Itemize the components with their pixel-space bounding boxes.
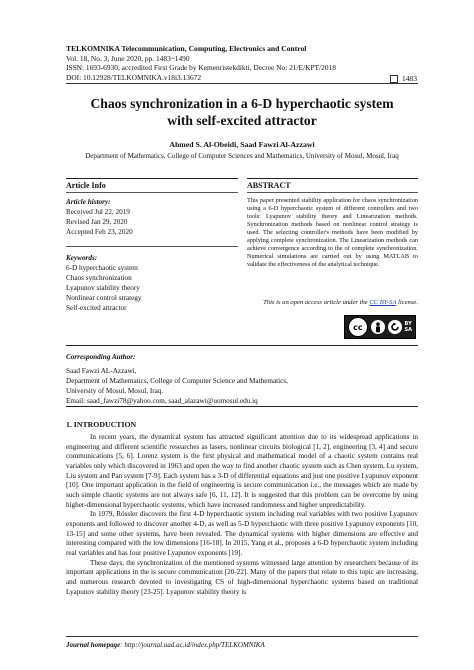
section-heading: 1. INTRODUCTION	[66, 420, 137, 429]
abstract-mid-rule	[247, 192, 418, 193]
footer-label: Journal homepage	[66, 641, 121, 649]
doi-info: DOI: 10.12928/TELKOMNIKA.v18i3.13672	[66, 72, 202, 82]
corresponding-line: University of Mosul, Mosul, Iraq.	[66, 387, 164, 395]
paragraph: These days, the synchronization of the mentioned systems witnessed large attention by researchers because of its important applications in the is secure communication [20-22]. Many of the papers that relate to this topic are increasing, and numerous research devoted to investigating CS of high-dimensional hyperchaotic systems based on traditional Lyapunov stability theory [23-25]. Lyapunov stability theory is	[66, 558, 418, 596]
history-item: Accepted Feb 23, 2020	[66, 228, 133, 236]
article-info-top-rule	[66, 178, 238, 179]
keyword-item: Chaos synchronization	[66, 274, 132, 282]
corresponding-label: Corresponding Author:	[66, 353, 136, 361]
title-line: with self-excited attractor	[167, 113, 317, 128]
abstract-text: This paper presented stability application for chaos synchronization using a 6-D hyperchaotic system of different controllers and two tools: Lyapunov stability theory and Linearization methods. Synchronization methods based on nonlinear control strategy is used. The selecting controller's methods have been modified by applying complete synchronization. The Linearization methods can achieve convergence according to the of complete synchronization. Numerical simulations are carried out by using MATLAB to validate the effectiveness of the analytical technique.	[247, 197, 418, 268]
page-box-icon	[390, 75, 398, 83]
article-info-mid-rule	[66, 192, 238, 193]
corresponding-line: Email: saad_fawzi78@yahoo.com, saad_alazawi@uomosul.edu.iq	[66, 397, 258, 405]
sa-label: SA	[404, 327, 413, 333]
title-line: Chaos synchronization in a 6-D hyperchaotic system	[90, 96, 394, 111]
license-link[interactable]: CC BY-SA	[369, 299, 397, 306]
page-number-block	[390, 74, 417, 83]
footer-rule	[66, 636, 418, 637]
corresponding-line: Department of Mathematics, College of Computer Science and Mathematics,	[66, 377, 288, 385]
corresponding-author-block	[66, 352, 288, 406]
license-terms	[405, 321, 412, 333]
footer-url[interactable]: : http://journal.uad.ac.id/index.php/TELKOMNIKA	[120, 641, 265, 649]
share-alike-icon	[388, 320, 402, 334]
open-access-prefix: This is an open access article under the	[263, 299, 370, 306]
keyword-item: Self-excited attractor	[66, 304, 127, 312]
keyword-item: Lyapunov stability theory	[66, 284, 140, 292]
journal-footer	[66, 641, 265, 649]
history-item: Received Jul 22, 2019	[66, 208, 130, 216]
article-info-heading: Article Info	[66, 181, 106, 190]
journal-name: TELKOMNIKA Telecommunication, Computing, Electronics and Control	[66, 44, 307, 53]
keyword-item: Nonlinear control strategy	[66, 294, 142, 302]
open-access-suffix: license.	[396, 299, 418, 306]
open-access-statement	[247, 299, 418, 306]
journal-header	[66, 44, 416, 82]
paper-title	[66, 95, 418, 129]
history-rule	[66, 246, 238, 247]
introduction-body	[66, 433, 418, 597]
cc-license-badge[interactable]	[344, 315, 416, 339]
header-rule	[66, 83, 418, 84]
volume-info: Vol. 18, No. 3, June 2020, pp. 1483~1490	[66, 53, 190, 63]
history-label: Article history:	[66, 198, 111, 206]
authors: Ahmed S. Al-Obeidi, Saad Fawzi Al-Azzawi	[169, 140, 315, 149]
page-number: 1483	[401, 74, 417, 83]
person-icon	[371, 320, 385, 334]
issn-info: ISSN: 1693-6930, accredited First Grade by Kemenristekdikti, Decree No: 21/E/KPT/2018	[66, 63, 336, 73]
keyword-item: 6-D hyperchaotic system	[66, 264, 138, 272]
paragraph: In 1979, Rössler discovers the first 4-D hyperchaotic system including real variables with two positive Lyapunov exponents and followed to discover another 4-D, as well as 5-D hyperchaotic with three positive Lyapunov exponents [10, 13-15] and some other systems, have been revealed. The dynamical systems with higher dimensions are effective and interesting compared with the low dimensions [16-18]. In 2015, Yang et al., proposes a 6-D hyperchaotic system including real variables and has four positive Lyapunov exponents [19].	[66, 510, 418, 557]
keywords-block	[66, 253, 141, 313]
corresponding-bottom-rule	[66, 406, 418, 407]
cc-logo-icon: cc	[348, 317, 368, 337]
paragraph: In recent years, the dynamical system has attracted significant attention due to its widespread applications in engineering and different scientific researches as lasers, nonlinear circuits biological [1, 2], engineering [3, 4] and secure communications [5, 6]. Lorenz system is the first physical and mathematical model of a chaotic system contains real variables only which discovered in 1963 and open the way to find another chaotic system such as Chen system, Lu system, Liu system and Pan system [7-9]. Each system has a 3-D of differential equations and just one positive Lyapunov exponent [10]. One important application in the field of engineering is secure communication i.e., the messages which are made by such simple chaotic systems are not always safe [6, 11, 12]. It is suggested that this problem can be overcome by using higher-dimensional hyperchaotic systems, which have increased randomness and higher unpredictability.	[66, 433, 418, 509]
keywords-label: Keywords:	[66, 254, 98, 262]
affiliation: Department of Mathematics, College of Computer Sciences and Mathematics, University of Mosul, Mosul, Iraq	[85, 152, 399, 160]
history-item: Revised Jan 29, 2020	[66, 218, 128, 226]
corresponding-line: Saad Fawzi AL-Azzawi,	[66, 367, 137, 375]
corresponding-top-rule	[66, 345, 418, 346]
abstract-heading: ABSTRACT	[247, 181, 291, 190]
by-label: BY	[404, 321, 412, 327]
article-history	[66, 197, 133, 237]
abstract-top-rule	[247, 178, 418, 179]
